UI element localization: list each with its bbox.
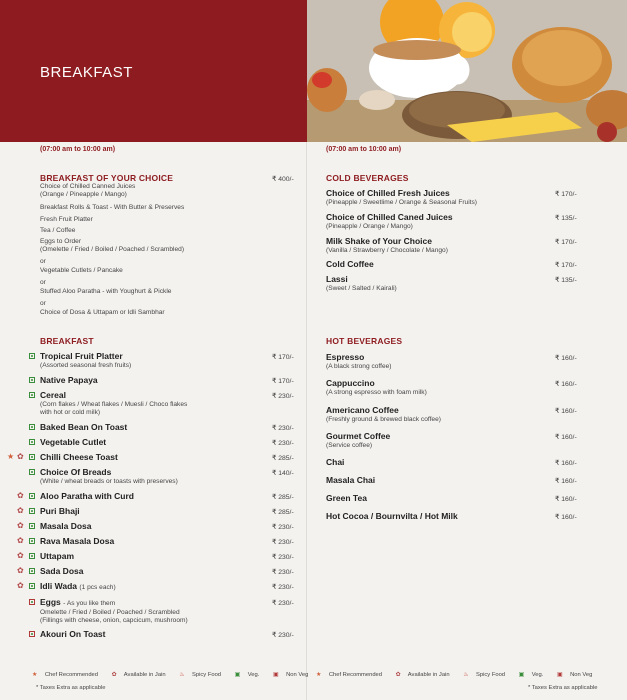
item-note: (1 pcs each) xyxy=(79,584,116,591)
item-price: ₹ 230/- xyxy=(272,554,294,561)
item-name: Choice Of Breads xyxy=(40,467,112,477)
item-price: ₹ 140/- xyxy=(272,470,294,477)
veg-icon xyxy=(29,424,35,430)
item-price: ₹ 285/- xyxy=(272,494,294,501)
chef-recommended-icon: ★ xyxy=(32,672,38,678)
item-name: Rava Masala Dosa xyxy=(40,536,115,546)
legend-spicy: ♨ Spicy Food xyxy=(463,672,506,678)
choice-line: (Omelette / Fried / Boiled / Poached / Scrambled) xyxy=(40,246,185,253)
jain-icon: ✿ xyxy=(395,672,401,678)
veg-icon xyxy=(29,469,35,475)
item-name: Native Papaya xyxy=(40,375,98,385)
non-veg-icon: ▣ xyxy=(557,672,563,678)
legend-spicy: ♨ Spicy Food xyxy=(179,672,222,678)
item-price: ₹ 230/- xyxy=(272,584,294,591)
item-desc: (Pineapple / Sweetlime / Orange & Seasonal Fruits) xyxy=(326,199,477,206)
item-price: ₹ 160/- xyxy=(555,434,577,441)
item-price: ₹ 160/- xyxy=(555,408,577,415)
veg-icon: ▣ xyxy=(234,672,241,678)
item-name: Cereal xyxy=(40,390,66,400)
chilli-icon: ♨ xyxy=(463,672,469,678)
item-price: ₹ 230/- xyxy=(272,393,294,400)
item-price: ₹ 135/- xyxy=(555,277,577,284)
item-desc: (Assorted seasonal fresh fruits) xyxy=(40,362,132,369)
choice-line: or xyxy=(40,279,46,286)
veg-icon xyxy=(29,493,35,499)
jain-icon: ✿ xyxy=(17,551,24,560)
veg-icon xyxy=(29,523,35,529)
item-desc: with hot or cold milk) xyxy=(40,409,101,417)
item-price: ₹ 135/- xyxy=(555,215,577,222)
choice-line: Choice of Dosa & Uttapam or Idli Sambhar xyxy=(40,309,165,316)
item-price: ₹ 160/- xyxy=(555,381,577,388)
legend-nonveg: ▣ Non Veg xyxy=(557,672,593,678)
veg-icon xyxy=(29,568,35,574)
breakfast-photo xyxy=(307,0,627,142)
item-price: ₹ 160/- xyxy=(555,478,577,485)
veg-icon xyxy=(29,353,35,359)
legend-veg: ▣ Veg. xyxy=(234,672,260,678)
veg-icon xyxy=(29,583,35,589)
item-desc: (A strong espresso with foam milk) xyxy=(326,389,427,396)
jain-icon: ✿ xyxy=(17,521,24,530)
item-price: ₹ 230/- xyxy=(272,539,294,546)
veg-icon xyxy=(29,377,35,383)
legend-left xyxy=(32,672,320,678)
serving-time-right: (07:00 am to 10:00 am) xyxy=(326,146,402,153)
column-divider xyxy=(306,142,307,700)
choice-line: Choice of Chilled Canned Juices xyxy=(40,183,136,190)
item-desc: (Vanilla / Strawberry / Chocolate / Mango) xyxy=(326,247,448,254)
item-desc: (White / wheat breads or toasts with preserves) xyxy=(40,478,178,485)
item-name: Tropical Fruit Platter xyxy=(40,351,123,361)
non-veg-icon: ▣ xyxy=(273,672,279,678)
item-name: Choice of Chilled Caned Juices xyxy=(326,212,453,222)
chef-recommended-icon: ★ xyxy=(316,672,322,678)
item-price: ₹ 160/- xyxy=(555,514,577,521)
item-name: Sada Dosa xyxy=(40,566,84,576)
item-desc: (Corn flakes / Wheat flakes / Muesli / Choco flakes xyxy=(40,401,188,408)
item-price: ₹ 170/- xyxy=(555,262,577,269)
item-desc: (Fillings with cheese, onion, capcicum, mushroom) xyxy=(40,617,188,625)
item-name: Gourmet Coffee xyxy=(326,431,391,441)
legend-jain: ✿ Available in Jain xyxy=(111,672,166,678)
item-name: Americano Coffee xyxy=(326,405,399,415)
jain-icon: ✿ xyxy=(17,506,24,515)
item-desc: (Sweet / Salted / Kairali) xyxy=(326,285,397,292)
item-price: ₹ 285/- xyxy=(272,455,294,462)
choice-line: Tea / Coffee xyxy=(40,227,76,234)
choice-line: Fresh Fruit Platter xyxy=(40,216,93,223)
non-veg-icon xyxy=(29,599,35,605)
page-title: BREAKFAST xyxy=(40,64,133,81)
jain-icon: ✿ xyxy=(111,672,117,678)
non-veg-icon xyxy=(29,631,35,637)
breakfast-illustration xyxy=(307,0,627,142)
item-price: ₹ 160/- xyxy=(555,496,577,503)
item-price: ₹ 170/- xyxy=(555,191,577,198)
item-name: Green Tea xyxy=(326,493,367,503)
item-price: ₹ 230/- xyxy=(272,569,294,576)
choice-line: (Orange / Pineapple / Mango) xyxy=(40,191,127,198)
section-title-cold: COLD BEVERAGES xyxy=(326,173,409,183)
item-price: ₹ 285/- xyxy=(272,509,294,516)
item-note: - As you like them xyxy=(63,600,116,607)
chef-recommended-icon: ★ xyxy=(7,452,15,461)
choice-line: Stuffed Aloo Paratha - with Youghurt & Pickle xyxy=(40,288,172,295)
legend-nonveg: ▣ Non Veg xyxy=(273,672,309,678)
section-title-choice: BREAKFAST OF YOUR CHOICE xyxy=(40,173,174,183)
item-name: Choice of Chilled Fresh Juices xyxy=(326,188,450,198)
tax-note-left: * Taxes Extra as applicable xyxy=(36,685,106,691)
choice-line: Vegetable Cutlets / Pancake xyxy=(40,267,123,274)
choice-line: or xyxy=(40,258,46,265)
legend-jain: ✿ Available in Jain xyxy=(395,672,450,678)
veg-icon xyxy=(29,392,35,398)
item-price: ₹ 170/- xyxy=(555,239,577,246)
section-title-hot: HOT BEVERAGES xyxy=(326,336,403,346)
item-price: ₹ 230/- xyxy=(272,600,294,607)
item-name: Espresso xyxy=(326,352,365,362)
jain-icon: ✿ xyxy=(17,581,24,590)
item-desc: (Service coffee) xyxy=(326,442,373,449)
header-banner xyxy=(0,0,307,142)
item-name: Lassi xyxy=(326,274,348,284)
jain-icon: ✿ xyxy=(17,452,24,461)
legend-chef: ★ Chef Recommended xyxy=(316,672,382,678)
item-desc: (A black strong coffee) xyxy=(326,363,392,370)
item-name: Chilli Cheese Toast xyxy=(40,452,118,462)
item-price: ₹ 230/- xyxy=(272,632,294,639)
item-name: Masala Chai xyxy=(326,475,376,485)
jain-icon: ✿ xyxy=(17,566,24,575)
item-name: Puri Bhaji xyxy=(40,506,80,516)
choice-line: or xyxy=(40,300,46,307)
item-price: ₹ 230/- xyxy=(272,524,294,531)
item-name: Aloo Paratha with Curd xyxy=(40,491,134,501)
choice-price: ₹ 400/- xyxy=(272,176,294,183)
item-name: Eggs xyxy=(40,597,61,607)
veg-icon xyxy=(29,553,35,559)
legend-right xyxy=(316,672,604,678)
veg-icon xyxy=(29,454,35,460)
choice-line: Eggs to Order xyxy=(40,238,82,245)
choice-line: Breakfast Rolls & Toast - With Butter & Preserves xyxy=(40,204,185,211)
veg-icon xyxy=(29,508,35,514)
legend-chef: ★ Chef Recommended xyxy=(32,672,98,678)
item-price: ₹ 170/- xyxy=(272,354,294,361)
item-name: Milk Shake of Your Choice xyxy=(326,236,432,246)
veg-icon xyxy=(29,439,35,445)
item-price: ₹ 230/- xyxy=(272,425,294,432)
item-name: Baked Bean On Toast xyxy=(40,422,128,432)
item-name: Masala Dosa xyxy=(40,521,92,531)
item-price: ₹ 160/- xyxy=(555,460,577,467)
item-price: ₹ 170/- xyxy=(272,378,294,385)
veg-icon: ▣ xyxy=(518,672,525,678)
item-price: ₹ 160/- xyxy=(555,355,577,362)
legend-veg: ▣ Veg. xyxy=(518,672,544,678)
chilli-icon: ♨ xyxy=(179,672,185,678)
item-price: ₹ 230/- xyxy=(272,440,294,447)
item-desc: (Pineapple / Orange / Mango) xyxy=(326,223,413,230)
item-name: Uttapam xyxy=(40,551,75,561)
item-desc: (Freshly ground & brewed black coffee) xyxy=(326,416,441,423)
item-name: Idli Wada xyxy=(40,581,77,591)
serving-time-left: (07:00 am to 10:00 am) xyxy=(40,146,116,153)
item-name: Cold Coffee xyxy=(326,259,374,269)
jain-icon: ✿ xyxy=(17,536,24,545)
item-name: Chai xyxy=(326,457,345,467)
item-name: Akouri On Toast xyxy=(40,629,106,639)
section-title-breakfast: BREAKFAST xyxy=(40,336,94,346)
item-desc: Omelette / Fried / Boiled / Poached / Scrambled xyxy=(40,609,180,616)
veg-icon xyxy=(29,538,35,544)
item-name: Hot Cocoa / Bournvilta / Hot Milk xyxy=(326,511,458,521)
jain-icon: ✿ xyxy=(17,491,24,500)
item-name: Cappuccino xyxy=(326,378,375,388)
item-name: Vegetable Cutlet xyxy=(40,437,107,447)
tax-note-right: * Taxes Extra as applicable xyxy=(528,685,598,691)
